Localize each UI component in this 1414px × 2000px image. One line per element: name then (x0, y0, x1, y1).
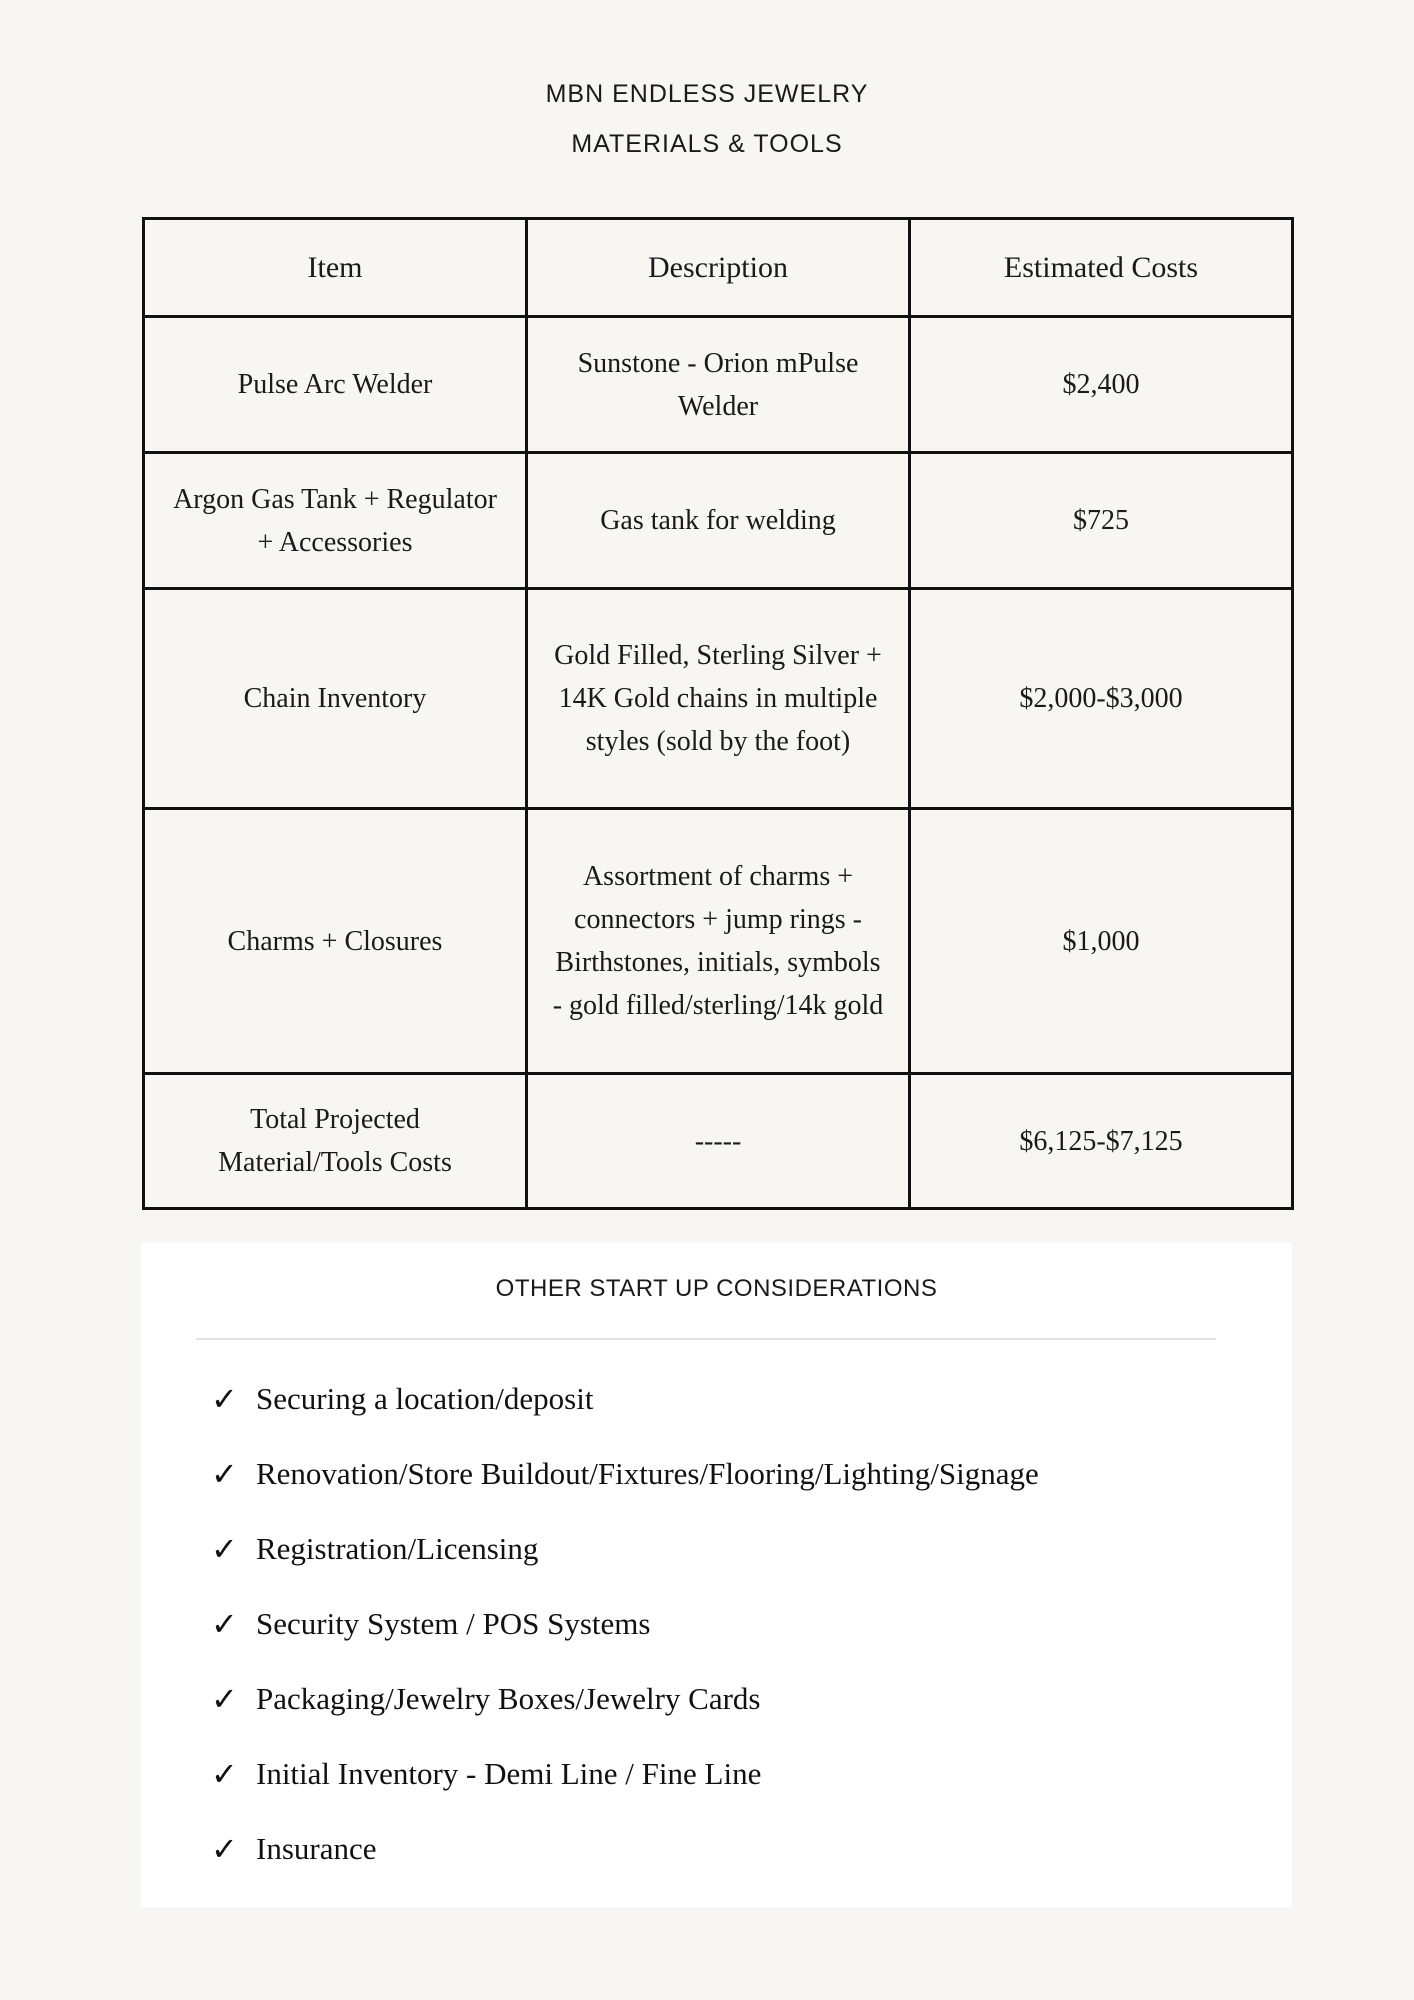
cell-item: Pulse Arc Welder (144, 317, 527, 453)
check-icon: ✓ (211, 1454, 238, 1493)
considerations-list (211, 1361, 1039, 1886)
check-icon: ✓ (211, 1529, 238, 1568)
check-icon: ✓ (211, 1379, 238, 1418)
document-subtitle: MATERIALS & TOOLS (571, 130, 843, 158)
table-row (144, 589, 1293, 809)
cell-description: Gas tank for welding (527, 453, 910, 589)
table-header-row (144, 219, 1293, 317)
check-icon: ✓ (211, 1604, 238, 1643)
cell-description: ----- (527, 1074, 910, 1209)
cell-cost: $2,000-$3,000 (910, 589, 1293, 809)
cell-description: Gold Filled, Sterling Silver + 14K Gold chains in multiple styles (sold by the foot) (527, 589, 910, 809)
list-item-label: Insurance (256, 1830, 377, 1866)
list-item (211, 1811, 1039, 1886)
cell-item: Chain Inventory (144, 589, 527, 809)
cell-cost: $725 (910, 453, 1293, 589)
check-icon: ✓ (211, 1829, 238, 1868)
cell-item: Charms + Closures (144, 809, 527, 1074)
divider (196, 1338, 1216, 1340)
cell-cost: $2,400 (910, 317, 1293, 453)
list-item-label: Packaging/Jewelry Boxes/Jewelry Cards (256, 1680, 761, 1716)
table-row (144, 317, 1293, 453)
list-item-label: Renovation/Store Buildout/Fixtures/Flooring/Lighting/Signage (256, 1455, 1039, 1491)
considerations-title: OTHER START UP CONSIDERATIONS (495, 1275, 938, 1302)
column-header-item: Item (144, 219, 527, 317)
cell-item: Argon Gas Tank + Regulator + Accessories (144, 453, 527, 589)
list-item (211, 1436, 1039, 1511)
list-item-label: Registration/Licensing (256, 1530, 539, 1566)
cell-cost: $1,000 (910, 809, 1293, 1074)
list-item-label: Securing a location/deposit (256, 1380, 594, 1416)
list-item-label: Initial Inventory - Demi Line / Fine Line (256, 1755, 762, 1791)
list-item-label: Security System / POS Systems (256, 1605, 651, 1641)
column-header-estimated-costs: Estimated Costs (910, 219, 1293, 317)
list-item (211, 1661, 1039, 1736)
cell-cost: $6,125-$7,125 (910, 1074, 1293, 1209)
cell-description: Sunstone - Orion mPulse Welder (527, 317, 910, 453)
list-item (211, 1736, 1039, 1811)
list-item (211, 1511, 1039, 1586)
table-row (144, 809, 1293, 1074)
list-item (211, 1586, 1039, 1661)
materials-tools-table (142, 217, 1294, 1210)
cell-item: Total Projected Material/Tools Costs (144, 1074, 527, 1209)
startup-considerations-panel (141, 1243, 1292, 1907)
document-title: MBN ENDLESS JEWELRY (545, 80, 869, 108)
table-row (144, 453, 1293, 589)
check-icon: ✓ (211, 1754, 238, 1793)
table-row-total (144, 1074, 1293, 1209)
check-icon: ✓ (211, 1679, 238, 1718)
cell-description: Assortment of charms + connectors + jump rings - Birthstones, initials, symbols - gold filled/sterling/14k gold (527, 809, 910, 1074)
list-item (211, 1361, 1039, 1436)
column-header-description: Description (527, 219, 910, 317)
